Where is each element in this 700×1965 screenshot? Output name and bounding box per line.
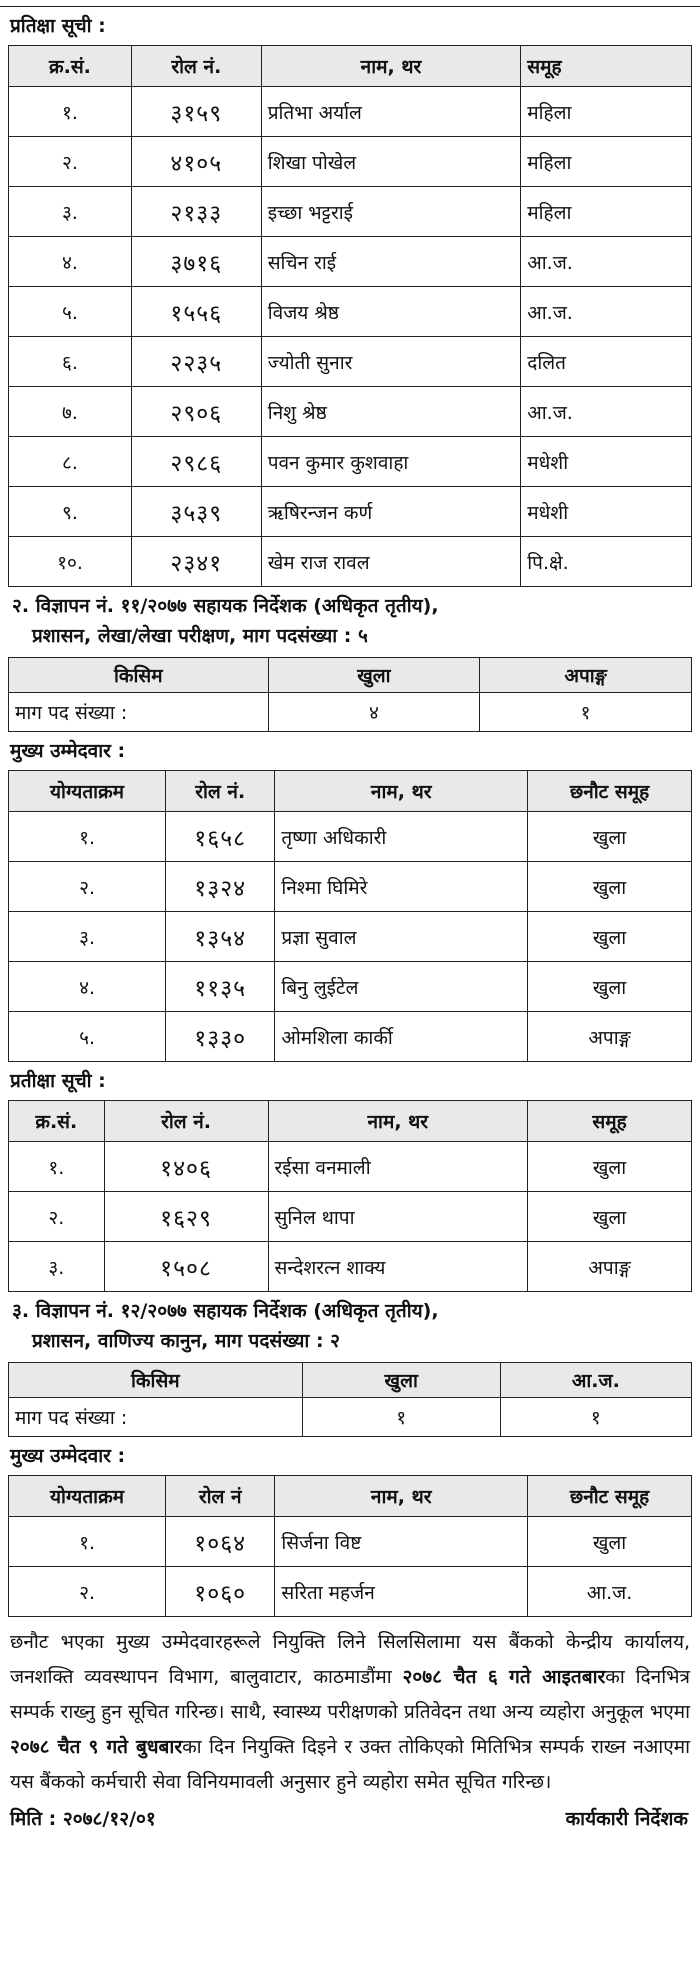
cell-roll: १४०६ [104,1142,268,1192]
col-header-group: समूह [528,1101,692,1142]
col-header-rank: योग्यताक्रम [9,771,166,812]
cell-group: महिला [521,87,692,137]
cell-roll: ३५३९ [131,487,261,537]
table-row [9,1242,692,1292]
cell-serial: १. [9,87,132,137]
col-header-name: नाम, थर [275,1476,528,1517]
col-header-roll: रोल नं. [104,1101,268,1142]
advertisement-3-title-line1: ३. विज्ञापन नं. १२/२०७७ सहायक निर्देशक (अधिकृत तृतीय), [12,1300,439,1322]
first-contact-date: २०७८ चैत ६ गते आइतबार [402,1666,606,1688]
cell-roll: १५०८ [104,1242,268,1292]
table-row [9,1012,692,1062]
cell-name: सुनिल थापा [268,1192,528,1242]
top-border [0,0,700,7]
table-row [9,387,692,437]
cell-group: अपाङ्ग [528,1012,692,1062]
advertisement-3-title-line2: प्रशासन, वाणिज्य कानुन, माग पदसंख्या : २ [32,1330,341,1352]
col-header-serial: क्र.सं. [9,1101,105,1142]
cell-roll: ११३५ [166,962,275,1012]
table-row [9,137,692,187]
cell-roll: १६२९ [104,1192,268,1242]
table-row [9,962,692,1012]
advertisement-2-title-line1: २. विज्ञापन नं. ११/२०७७ सहायक निर्देशक (अधिकृत तृतीय), [12,595,439,617]
waitlist-table [8,1100,692,1292]
main-candidates-heading: मुख्य उम्मेदवार : [10,740,126,762]
cell-roll: १६५८ [166,812,275,862]
col-header-open: खुला [302,1363,500,1398]
col-header-serial: क्र.सं. [9,46,132,87]
table-row [9,912,692,962]
waitlist-heading: प्रतिक्षा सूची : [10,15,106,37]
cell-open-count: ४ [268,693,480,732]
waitlist-heading: प्रतीक्षा सूची : [10,1070,106,1092]
advertisement-2-title [8,587,692,657]
cell-roll: २९८६ [131,437,261,487]
cell-name: तृष्णा अधिकारी [275,812,528,862]
cell-group: आ.ज. [521,237,692,287]
footer [8,1800,692,1834]
cell-group: खुला [528,862,692,912]
cell-name: निशु श्रेष्ठ [261,387,521,437]
col-header-roll: रोल नं [166,1476,275,1517]
main-candidates-table [8,1475,692,1617]
cell-name: पवन कुमार कुशवाहा [261,437,521,487]
table-row [9,537,692,587]
table-row [9,1398,692,1437]
col-header-roll: रोल नं. [131,46,261,87]
table-row [9,862,692,912]
cell-serial: १०. [9,537,132,587]
cell-serial: १. [9,1142,105,1192]
table-row [9,1517,692,1567]
col-header-name: नाम, थर [261,46,521,87]
cell-group: मधेशी [521,437,692,487]
cell-group: आ.ज. [521,387,692,437]
table-header-row [9,771,692,812]
main-candidates-table [8,770,692,1062]
cell-group: दलित [521,337,692,387]
table-row [9,1192,692,1242]
cell-serial: ३. [9,1242,105,1292]
issue-date: मिति : २०७८/१२/०१ [10,1808,156,1830]
col-header-disabled: अपाङ्ग [480,658,692,693]
cell-group: खुला [528,1517,692,1567]
cell-roll: ३७१६ [131,237,261,287]
col-header-roll: रोल नं. [166,771,275,812]
cell-name: बिनु लुईटेल [275,962,528,1012]
cell-group: मधेशी [521,487,692,537]
advertisement-2-title-line2: प्रशासन, लेखा/लेखा परीक्षण, माग पदसंख्या : ५ [32,625,368,647]
cell-group: महिला [521,137,692,187]
col-header-selection-group: छनौट समूह [528,771,692,812]
cell-group: खुला [528,962,692,1012]
cell-group: पि.क्षे. [521,537,692,587]
table-row [9,1142,692,1192]
cell-name: विजय श्रेष्ठ [261,287,521,337]
cell-serial: २. [9,1192,105,1242]
col-header-name: नाम, थर [268,1101,528,1142]
cell-name: प्रज्ञा सुवाल [275,912,528,962]
cell-serial: ४. [9,237,132,287]
table-header-row [9,1363,692,1398]
cell-serial: ५. [9,287,132,337]
cell-rank: २. [9,862,166,912]
main-candidates-heading: मुख्य उम्मेदवार : [10,1445,126,1467]
cell-name: सरिता महर्जन [275,1567,528,1617]
cell-rank: २. [9,1567,166,1617]
vacancy-table [8,1362,692,1437]
notice-text-part1: छनौट भएका मुख्य उम्मेदवारहरूले नियुक्ति लिने सिलसिलामा यस बैंकको केन्द्रीय कार्यालय, जनशक्ति व्यवस्थापन विभाग, बालुवाटार, काठमाडौंमा [10,1631,690,1688]
table-row [9,693,692,732]
cell-label: माग पद संख्या : [9,1398,303,1437]
cell-roll: ३१५९ [131,87,261,137]
table-header-row [9,1476,692,1517]
table-row [9,337,692,387]
table-row [9,237,692,287]
col-header-rank: योग्यताक्रम [9,1476,166,1517]
col-header-group: समूह [521,46,692,87]
cell-name: रईसा वनमाली [268,1142,528,1192]
cell-name: खेम राज रावल [261,537,521,587]
cell-group: खुला [528,912,692,962]
cell-group: खुला [528,1192,692,1242]
cell-label: माग पद संख्या : [9,693,269,732]
cell-roll: २९०६ [131,387,261,437]
notice-text-part2: का दिनभित्र सम्पर्क राख्नु हुन सूचित गरिन्छ। साथै, स्वास्थ्य परीक्षणको प्रतिवेदन तथा अन्य व्यहोरा अनुकूल भएमा [10,1666,690,1723]
table-header-row [9,46,692,87]
cell-group: महिला [521,187,692,237]
cell-name: ज्योती सुनार [261,337,521,387]
cell-rank: १. [9,812,166,862]
cell-roll: ४१०५ [131,137,261,187]
cell-name: शिखा पोखेल [261,137,521,187]
cell-roll: १०६० [166,1567,275,1617]
table-row [9,812,692,862]
cell-serial: ८. [9,437,132,487]
table-row [9,437,692,487]
cell-rank: ५. [9,1012,166,1062]
cell-serial: ३. [9,187,132,237]
cell-rank: १. [9,1517,166,1567]
cell-roll: २२३५ [131,337,261,387]
cell-roll: १३२४ [166,862,275,912]
cell-roll: १५५६ [131,287,261,337]
cell-name: प्रतिभा अर्याल [261,87,521,137]
table-row [9,87,692,137]
cell-name: सिर्जना विष्ट [275,1517,528,1567]
col-header-selection-group: छनौट समूह [528,1476,692,1517]
cell-roll: १३५४ [166,912,275,962]
cell-serial: २. [9,137,132,187]
signatory-title: कार्यकारी निर्देशक [565,1808,688,1830]
cell-name: सचिन राई [261,237,521,287]
cell-group: खुला [528,1142,692,1192]
waitlist-table [8,45,692,587]
col-header-indigenous: आ.ज. [500,1363,691,1398]
cell-roll: १०६४ [166,1517,275,1567]
cell-roll: २३४१ [131,537,261,587]
table-row [9,487,692,537]
col-header-type: किसिम [9,658,269,693]
notice-paragraph [8,1617,692,1800]
col-header-name: नाम, थर [275,771,528,812]
cell-rank: ३. [9,912,166,962]
cell-group: खुला [528,812,692,862]
col-header-open: खुला [268,658,480,693]
cell-serial: ९. [9,487,132,537]
col-header-type: किसिम [9,1363,303,1398]
cell-group: आ.ज. [521,287,692,337]
table-row [9,287,692,337]
table-header-row [9,658,692,693]
cell-roll: १३३० [166,1012,275,1062]
table-row [9,187,692,237]
advertisement-3-title [8,1292,692,1362]
cell-name: सन्देशरत्न शाक्य [268,1242,528,1292]
vacancy-table [8,657,692,732]
table-row [9,1567,692,1617]
cell-name: इच्छा भट्टराई [261,187,521,237]
cell-serial: ६. [9,337,132,387]
notice-text-part3: का दिन नियुक्ति दिइने र उक्त तोकिएको मितिभित्र सम्पर्क राख्न नआएमा यस बैंकको कर्मचारी सेवा विनियमावली अनुसार हुने व्यहोरा समेत सूचित गरिन्छ। [10,1736,691,1793]
cell-name: ऋषिरन्जन कर्ण [261,487,521,537]
cell-group: अपाङ्ग [528,1242,692,1292]
table-header-row [9,1101,692,1142]
cell-serial: ७. [9,387,132,437]
cell-group: आ.ज. [528,1567,692,1617]
cell-disabled-count: १ [480,693,692,732]
cell-open-count: १ [302,1398,500,1437]
appointment-date: २०७८ चैत ९ गते बुधबार [10,1736,183,1758]
cell-name: ओमशिला कार्की [275,1012,528,1062]
cell-indigenous-count: १ [500,1398,691,1437]
cell-rank: ४. [9,962,166,1012]
cell-name: निश्मा घिमिरे [275,862,528,912]
cell-roll: २१३३ [131,187,261,237]
